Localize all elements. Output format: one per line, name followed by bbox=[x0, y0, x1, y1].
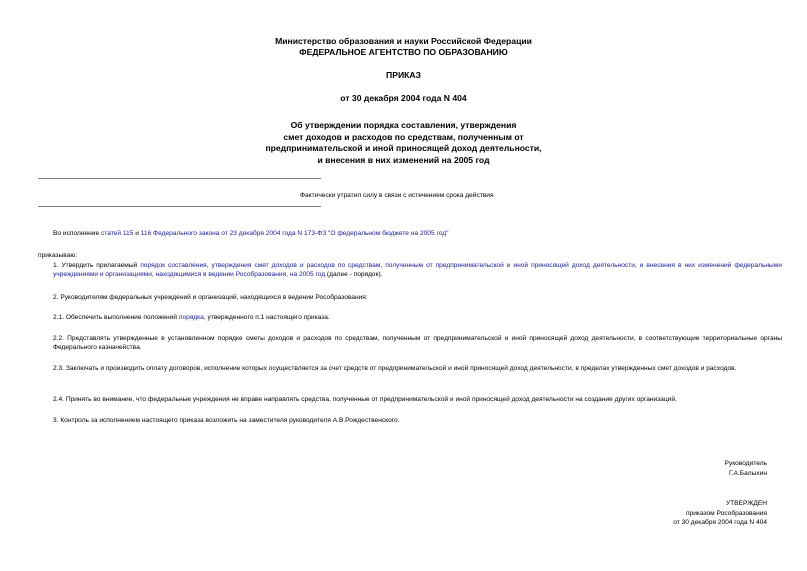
ministry-name: Министерство образования и науки Российской Федерации bbox=[275, 36, 532, 46]
approval-line: УТВЕРЖДЕН bbox=[725, 500, 767, 507]
divider-bottom bbox=[38, 206, 321, 207]
item-text: 1. Утвердить прилагаемый bbox=[53, 262, 141, 269]
item-2-4: 2.4. Принять во внимание, что федеральные учреждения не вправе направлять средства, полученные от предпринимательской и иной приносящей доход деятельности на создание других организаций. bbox=[53, 396, 677, 403]
item-1 bbox=[38, 261, 782, 280]
signature-block bbox=[725, 459, 767, 478]
divider-top bbox=[38, 178, 321, 179]
link-federal-law-173[interactable]: 116 Федерального закона от 23 декабря 2004 года N 173-ФЗ "О федеральном бюджете на 2005 год" bbox=[140, 230, 449, 237]
document-date: от 30 декабря 2004 года N 404 bbox=[340, 93, 467, 103]
preamble bbox=[38, 229, 782, 238]
title-line: предпринимательской и иной приносящей доход деятельности, bbox=[265, 143, 542, 153]
item-2-2: 2.2. Представлять утвержденные в установленном порядке сметы доходов и расходов по средствам, полученным от предпринимательской и иной приносящей доход деятельности, в соответствующие территориальные органы Федерального казначейства. bbox=[53, 335, 782, 352]
link-procedure-short[interactable]: порядка bbox=[178, 314, 204, 321]
item-text: (далее - порядок). bbox=[325, 271, 383, 279]
document-type: ПРИКАЗ bbox=[386, 70, 421, 80]
signer-position: Руководитель bbox=[724, 460, 767, 467]
item-text: , утвержденного п.1 настоящего приказа. bbox=[203, 314, 330, 321]
approval-block bbox=[673, 499, 767, 528]
title-line: смет доходов и расходов по средствам, полученным от bbox=[283, 131, 524, 142]
link-procedure[interactable]: порядок составления, утверждения смет доходов и расходов по средствам, полученным от предпринимательской и иной приносящей доход деятельности, и внесения в них изменений федеральными учреждениями и организациями, находящимися в ведении Рособразования, на 2005 год bbox=[53, 262, 782, 279]
title-line: Об утверждении порядка составления, утверждения bbox=[290, 120, 517, 130]
item-2: 2. Руководителям федеральных учреждений и организаций, находящихся в ведении Рособразования: bbox=[53, 294, 368, 301]
link-article-115[interactable]: статей 115 bbox=[100, 230, 134, 237]
item-2-3: 2.3. Заключать и производить оплату договоров, исполнение которых осуществляется за счет средств от предпринимательской и иной приносящей доход деятельности, в пределах утвержденных смет доходов и расходов. bbox=[53, 365, 737, 372]
item-text: 2.1. Обеспечить выполнение положений bbox=[53, 314, 179, 321]
status-note: Фактически утратил силу в связи с истечением срока действия bbox=[300, 192, 494, 199]
item-2-1 bbox=[38, 313, 782, 322]
title-line: и внесения в них изменений на 2005 год bbox=[317, 154, 490, 165]
item-3: 3. Контроль за исполнением настоящего приказа возложить на заместителя руководителя А.В.Рождественского. bbox=[53, 417, 400, 424]
preamble-text: и bbox=[133, 230, 141, 237]
agency-name: ФЕДЕРАЛЬНОЕ АГЕНТСТВО ПО ОБРАЗОВАНИЮ bbox=[299, 47, 508, 57]
approval-line: от 30 декабря 2004 года N 404 bbox=[673, 519, 767, 526]
order-word: приказываю: bbox=[38, 252, 78, 259]
signer-name: Г.А.Балыхин bbox=[728, 469, 767, 477]
approval-line: приказом Рособразования bbox=[686, 509, 767, 517]
preamble-text: Во исполнение bbox=[53, 230, 101, 237]
